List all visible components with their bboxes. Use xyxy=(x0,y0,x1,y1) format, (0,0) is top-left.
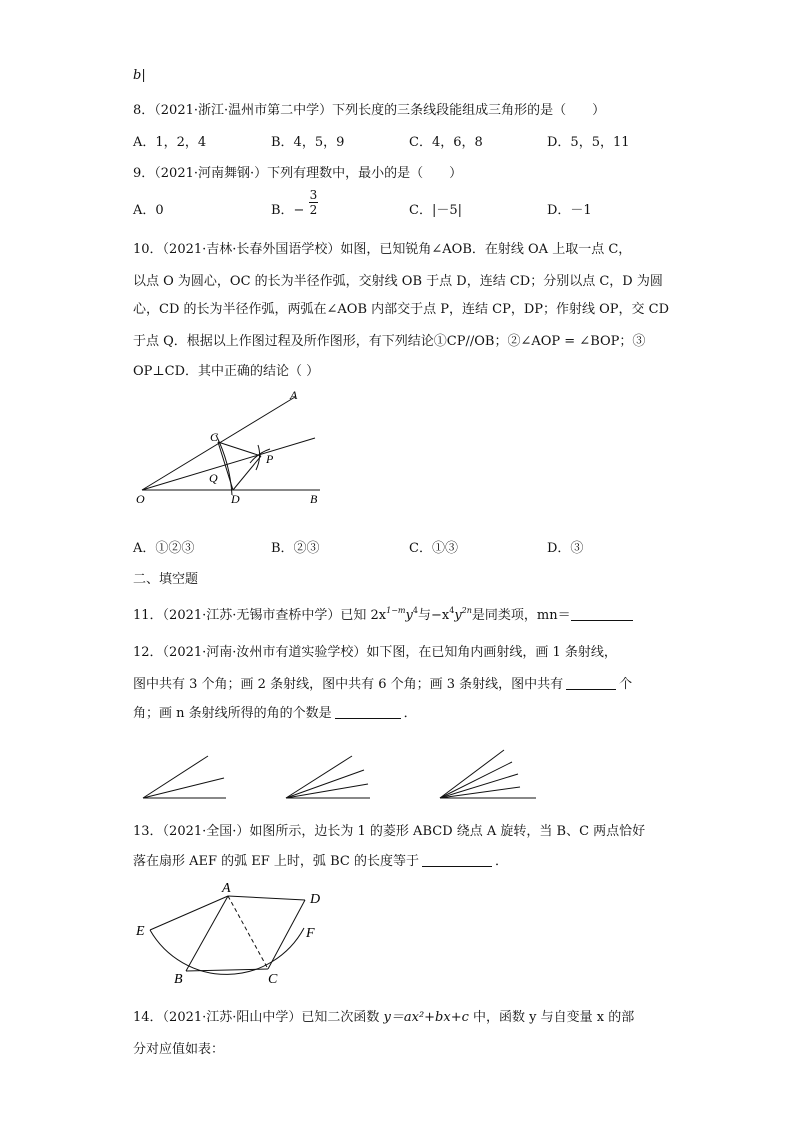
q14-line-1 xyxy=(133,1006,634,1025)
label-d: D xyxy=(231,492,240,506)
q14-line-2: 分对应值如表： xyxy=(133,1042,225,1057)
q10-line-5: OP⊥CD．其中正确的结论（ ） xyxy=(133,364,320,379)
q10-option-c: C．①③ xyxy=(409,541,458,556)
q13-line-1: 13．（2021·全国·）如图所示，边长为 1 的菱形 ABCD 绕点 A 旋转，当 B、C 两点恰好 xyxy=(133,824,646,839)
q14-line-1-text: 14．（2021·江苏·阳山中学）已知二次函数 xyxy=(133,1010,384,1025)
q8-stem: 8．（2021·浙江·温州市第二中学）下列长度的三条线段能组成三角形的是（ ） xyxy=(133,103,606,118)
angle-figure-3 xyxy=(440,750,536,798)
q8-option-c: C．4，6，8 xyxy=(409,135,483,150)
q14-equation: y＝ax²+bx+c xyxy=(383,1010,469,1025)
q9-option-c: C．|－5| xyxy=(409,203,462,218)
q14-line-1-end: 中，函数 y 与自变量 x 的部 xyxy=(468,1010,635,1025)
q10-figure xyxy=(130,385,330,515)
q11-suffix: 是同类项，mn＝ xyxy=(471,608,571,623)
label-a: A xyxy=(222,881,231,896)
q12-line-3-end: ． xyxy=(403,706,417,721)
q11-answer-blank[interactable] xyxy=(571,608,633,621)
arc-p-2 xyxy=(256,445,260,470)
label-b: B xyxy=(174,972,183,987)
q12-line-1: 12．（2021·河南·汝州市有道实验学校）如下图，在已知角内画射线，画 1 条射线， xyxy=(133,645,617,660)
label-c: C xyxy=(210,430,219,444)
q9-fraction-numerator: 3 xyxy=(309,188,318,202)
q10-line-3: 心，CD 的长为半径作弧，两弧在∠AOB 内部交于点 P，连结 CP，DP；作射线 OP，交 CD xyxy=(133,302,670,317)
q10-line-1: 10．（2021·吉林·长春外国语学校）如图，已知锐角∠AOB．在射线 OA 上取一点 C， xyxy=(133,242,632,257)
q13-line-2 xyxy=(133,850,508,869)
q11-prefix: 11．（2021·江苏·无锡市查桥中学）已知 2x xyxy=(133,608,387,623)
label-e: E xyxy=(136,924,145,939)
q11-exp-1: 1−m xyxy=(386,606,406,615)
label-p: P xyxy=(266,452,274,466)
q11-exp-2: 4 xyxy=(412,606,418,615)
q13-answer-blank[interactable] xyxy=(422,854,492,867)
q8-option-a: A．1，2，4 xyxy=(133,135,207,150)
label-a: A xyxy=(290,388,298,402)
label-d: D xyxy=(310,892,321,907)
q10-option-a: A．①②③ xyxy=(133,541,195,556)
label-f: F xyxy=(306,926,315,941)
q9-option-b xyxy=(271,188,318,217)
angle-figure-1 xyxy=(143,756,226,798)
arc-ef xyxy=(150,928,304,974)
q11-exp-3: 4 xyxy=(449,606,455,615)
q9-option-b-prefix: B．− xyxy=(271,203,305,218)
q11-mid: 与−x xyxy=(417,608,450,623)
q10-line-4: 于点 Q．根据以上作图过程及所作图形，有下列结论①CP//OB；②∠AOP = ∠BOP；③ xyxy=(133,334,646,349)
segment-ac-dashed xyxy=(228,896,268,969)
q9-fraction xyxy=(309,188,319,217)
q12-answer-blank-1[interactable] xyxy=(566,677,616,690)
segment-ab xyxy=(186,896,228,971)
q12-answer-blank-2[interactable] xyxy=(335,706,401,719)
label-o: O xyxy=(136,492,145,506)
q9-option-d: D．－1 xyxy=(547,203,592,218)
q12-figure xyxy=(138,740,548,810)
top-fragment: b| xyxy=(133,68,146,83)
q12-line-2-text: 图中共有 3 个角；画 2 条射线，图中共有 6 个角；画 3 条射线，图中共有 xyxy=(133,677,564,692)
label-c: C xyxy=(268,972,278,987)
q13-line-2-text: 落在扇形 AEF 的弧 EF 上时，弧 BC 的长度等于 xyxy=(133,854,419,869)
q9-option-a: A．0 xyxy=(133,203,164,218)
q11-var-y1: y xyxy=(405,608,413,623)
q12-line-2 xyxy=(133,673,632,692)
q12-line-3-text: 角；画 n 条射线所得的角的个数是 xyxy=(133,706,332,721)
segment-ae xyxy=(150,896,228,930)
q8-option-b: B．4，5，9 xyxy=(271,135,345,150)
label-b: B xyxy=(310,492,318,506)
segment-cd xyxy=(268,900,305,969)
q8-option-d: D．5，5，11 xyxy=(547,135,630,150)
q10-option-b: B．②③ xyxy=(271,541,320,556)
q12-line-3 xyxy=(133,702,417,721)
q13-figure xyxy=(130,878,340,990)
q11-exp-4: 2n xyxy=(461,606,472,615)
q9-stem: 9．（2021·河南舞钢·）下列有理数中，最小的是（ ） xyxy=(133,166,463,181)
angle-figure-2 xyxy=(286,756,370,798)
q13-line-2-end: ． xyxy=(494,854,508,869)
segment-ad xyxy=(228,896,305,900)
q11-var-y2: y xyxy=(454,608,462,623)
q9-fraction-denominator: 2 xyxy=(309,203,318,217)
q10-line-2: 以点 O 为圆心，OC 的长为半径作弧，交射线 OB 于点 D，连结 CD；分别以点 C，D 为圆 xyxy=(133,274,663,289)
section-title-fill-in: 二、填空题 xyxy=(133,572,199,587)
q10-option-d: D．③ xyxy=(547,541,584,556)
q12-line-2-end: 个 xyxy=(619,677,633,692)
label-q: Q xyxy=(209,471,218,485)
q11-line xyxy=(133,604,633,623)
